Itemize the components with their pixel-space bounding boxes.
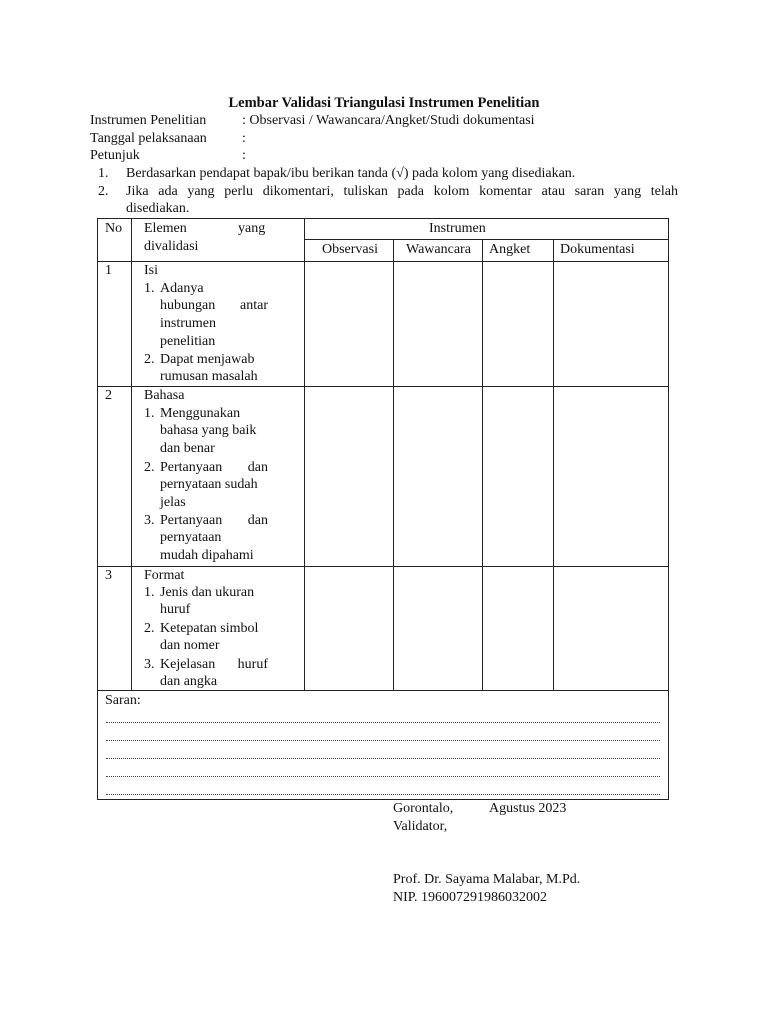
saran-dotted-line <box>106 758 660 759</box>
item-number: 1. <box>144 585 155 600</box>
item-line: Ketepatan simbol <box>160 621 259 636</box>
col-divider <box>482 239 483 691</box>
header-divalidasi: divalidasi <box>144 239 199 254</box>
item-number: 3. <box>144 513 155 528</box>
meta-instrumen-label: Instrumen Penelitian <box>90 113 207 128</box>
header-elemen-yang: yang <box>238 221 266 236</box>
item-line: dan nomer <box>160 638 220 653</box>
col-divider <box>553 239 554 691</box>
row-divider <box>98 261 669 262</box>
item-line: pernyataan sudah <box>160 477 258 492</box>
col-divider <box>131 219 132 691</box>
saran-label: Saran: <box>105 693 141 708</box>
signature-role: Validator, <box>393 819 448 834</box>
item-line: Pertanyaan dan <box>160 460 268 475</box>
row-divider <box>304 239 669 240</box>
signer-nip: NIP. 196007291986032002 <box>393 890 548 905</box>
item-number: 2. <box>144 460 155 475</box>
signature-date: Agustus 2023 <box>489 801 567 816</box>
saran-dotted-line <box>106 722 660 723</box>
item-line: Dapat menjawab <box>160 352 255 367</box>
instruction-text: Jika ada yang perlu dikomentari, tuliskan pada kolom komentar atau saran yang telah <box>126 184 678 199</box>
signer-name: Prof. Dr. Sayama Malabar, M.Pd. <box>393 872 581 887</box>
item-line: Adanya <box>160 281 204 296</box>
col-divider <box>393 239 394 691</box>
item-number: 1. <box>144 406 155 421</box>
item-line: Pertanyaan dan <box>160 513 268 528</box>
row-category: Format <box>144 568 185 583</box>
item-line: dan benar <box>160 441 215 456</box>
saran-dotted-line <box>106 794 660 795</box>
header-wawancara: Wawancara <box>406 242 471 257</box>
instruction-number: 2. <box>98 184 109 199</box>
item-line: rumusan masalah <box>160 369 258 384</box>
row-category: Bahasa <box>144 388 185 403</box>
instruction-number: 1. <box>98 166 109 181</box>
item-line: pernyataan <box>160 530 222 545</box>
header-elemen: Elemen <box>144 221 187 236</box>
row-category: Isi <box>144 263 158 278</box>
item-number: 2. <box>144 352 155 367</box>
item-number: 2. <box>144 621 155 636</box>
item-line: Jenis dan ukuran <box>160 585 255 600</box>
item-line: bahasa yang baik <box>160 423 257 438</box>
item-line: Menggunakan <box>160 406 241 421</box>
item-line: instrumen <box>160 316 216 331</box>
item-number: 3. <box>144 657 155 672</box>
item-line: mudah dipahami <box>160 548 254 563</box>
meta-petunjuk-value: : <box>242 148 246 163</box>
item-line: penelitian <box>160 334 216 349</box>
meta-petunjuk-label: Petunjuk <box>90 148 140 163</box>
col-divider <box>304 219 305 691</box>
meta-instrumen-value: : Observasi / Wawancara/Angket/Studi dokumentasi <box>242 113 535 128</box>
saran-dotted-line <box>106 776 660 777</box>
row-number: 3 <box>105 568 112 583</box>
row-number: 1 <box>105 263 112 278</box>
header-no: No <box>105 221 123 236</box>
header-dokumentasi: Dokumentasi <box>560 242 635 257</box>
item-line: dan angka <box>160 674 218 689</box>
header-instrumen: Instrumen <box>429 221 486 236</box>
meta-tanggal-label: Tanggal pelaksanaan <box>90 131 207 146</box>
document-title: Lembar Validasi Triangulasi Instrumen Penelitian <box>228 95 540 111</box>
header-observasi: Observasi <box>322 242 378 257</box>
header-angket: Angket <box>489 242 531 257</box>
meta-tanggal-value: : <box>242 131 246 146</box>
item-line: jelas <box>160 495 186 510</box>
validation-table <box>97 218 669 800</box>
item-line: Kejelasan huruf <box>160 657 268 672</box>
instruction-text: disediakan. <box>126 201 190 216</box>
item-line: hubungan antar <box>160 298 268 313</box>
instruction-text: Berdasarkan pendapat bapak/ibu berikan tanda (√) pada kolom yang disediakan. <box>126 166 576 181</box>
saran-dotted-line <box>106 740 660 741</box>
row-number: 2 <box>105 388 112 403</box>
item-number: 1. <box>144 281 155 296</box>
signature-place: Gorontalo, <box>393 801 454 816</box>
item-line: huruf <box>160 602 191 617</box>
